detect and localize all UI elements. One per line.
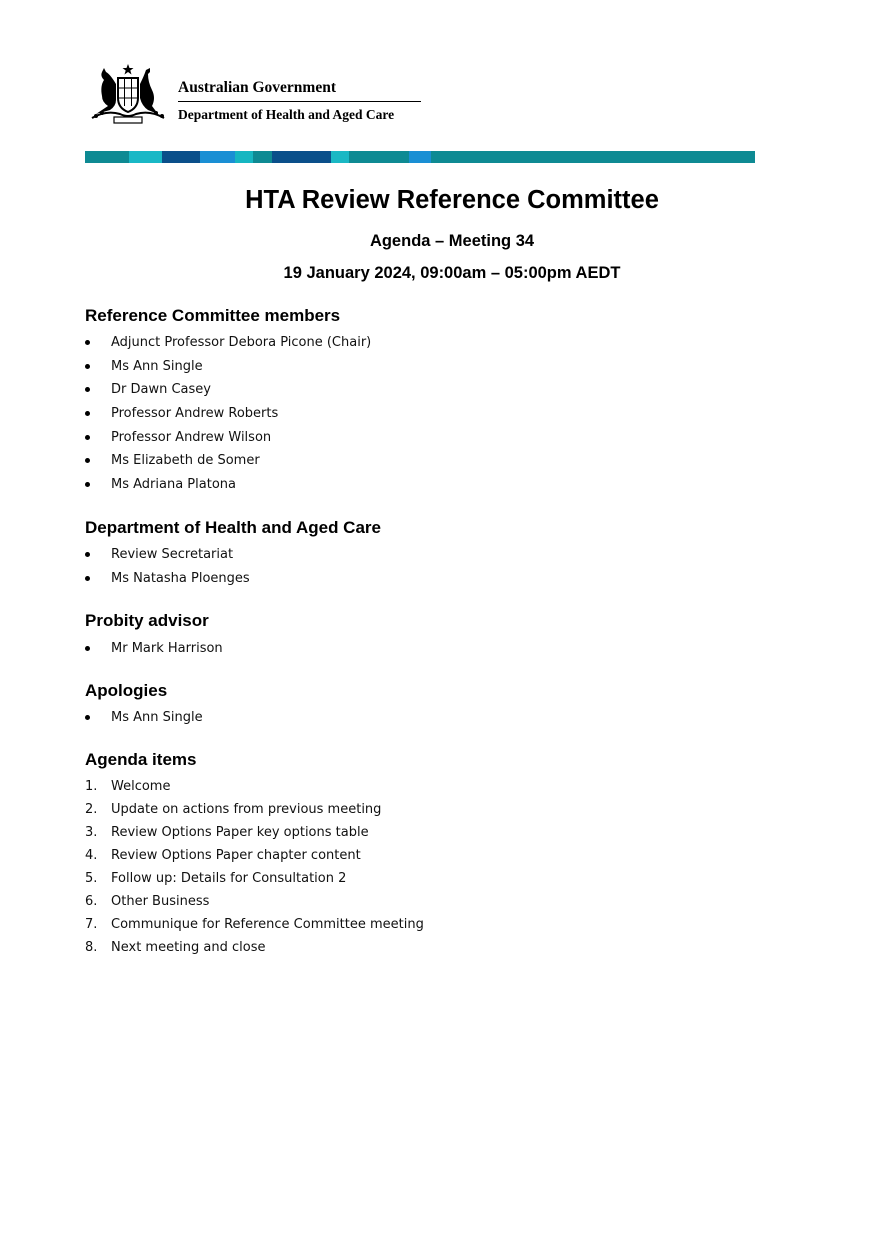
apologies-heading: Apologies bbox=[85, 681, 168, 700]
color-bar-segment bbox=[162, 151, 200, 163]
list-item: 7. Communique for Reference Committee meeting bbox=[85, 917, 424, 932]
list-item: Review Secretariat bbox=[85, 546, 250, 570]
color-bar-segment bbox=[409, 151, 431, 163]
color-bar-segment bbox=[349, 151, 409, 163]
list-item: 3. Review Options Paper key options table bbox=[85, 825, 369, 840]
meeting-date: 19 January 2024, 09:00am – 05:00pm AEDT bbox=[283, 264, 621, 282]
color-bar-segment bbox=[431, 151, 755, 163]
list-item: Adjunct Professor Debora Picone (Chair) bbox=[85, 334, 371, 358]
bullet-icon bbox=[85, 411, 90, 416]
list-item: Dr Dawn Casey bbox=[85, 381, 371, 405]
bullet-icon bbox=[85, 458, 90, 463]
bullet-icon bbox=[85, 364, 90, 369]
color-bar-segment bbox=[272, 151, 331, 163]
list-item: 4. Review Options Paper chapter content bbox=[85, 848, 361, 863]
bullet-icon bbox=[85, 387, 90, 392]
document-title: HTA Review Reference Committee bbox=[245, 186, 659, 214]
color-bar-segment bbox=[331, 151, 349, 163]
agenda-heading: Agenda items bbox=[85, 750, 197, 769]
list-item: Professor Andrew Wilson bbox=[85, 429, 371, 453]
department-heading: Department of Health and Aged Care bbox=[85, 518, 381, 537]
list-item: Ms Natasha Ploenges bbox=[85, 570, 250, 594]
color-bar-segment bbox=[85, 151, 129, 163]
list-item: 1. Welcome bbox=[85, 779, 171, 794]
department-list bbox=[85, 546, 250, 593]
members-list bbox=[85, 334, 371, 500]
color-bar-segment bbox=[253, 151, 272, 163]
probity-list bbox=[85, 640, 223, 664]
decorative-color-bar bbox=[85, 151, 755, 163]
bullet-icon bbox=[85, 482, 90, 487]
list-item: 6. Other Business bbox=[85, 894, 210, 909]
probity-heading: Probity advisor bbox=[85, 611, 209, 630]
list-item: Ms Elizabeth de Somer bbox=[85, 452, 371, 476]
color-bar-segment bbox=[200, 151, 235, 163]
government-logo bbox=[86, 62, 431, 128]
coat-of-arms-icon bbox=[86, 62, 170, 126]
members-heading: Reference Committee members bbox=[85, 306, 341, 325]
list-item: Ms Ann Single bbox=[85, 709, 203, 733]
list-item: Mr Mark Harrison bbox=[85, 640, 223, 664]
color-bar-segment bbox=[235, 151, 253, 163]
list-item: 5. Follow up: Details for Consultation 2 bbox=[85, 871, 347, 886]
meeting-subtitle: Agenda – Meeting 34 bbox=[369, 232, 535, 250]
agenda-list bbox=[85, 778, 424, 962]
apologies-list bbox=[85, 709, 203, 733]
list-item: 8. Next meeting and close bbox=[85, 940, 266, 955]
bullet-icon bbox=[85, 435, 90, 440]
bullet-icon bbox=[85, 552, 90, 557]
logo-divider bbox=[178, 101, 421, 102]
list-item: 2. Update on actions from previous meeting bbox=[85, 802, 382, 817]
list-item: Ms Ann Single bbox=[85, 358, 371, 382]
bullet-icon bbox=[85, 576, 90, 581]
department-name: Department of Health and Aged Care bbox=[178, 107, 395, 122]
government-name: Australian Government bbox=[178, 79, 337, 96]
list-item: Professor Andrew Roberts bbox=[85, 405, 371, 429]
bullet-icon bbox=[85, 646, 90, 651]
color-bar-segment bbox=[129, 151, 162, 163]
list-item: Ms Adriana Platona bbox=[85, 476, 371, 500]
bullet-icon bbox=[85, 340, 90, 345]
bullet-icon bbox=[85, 715, 90, 720]
